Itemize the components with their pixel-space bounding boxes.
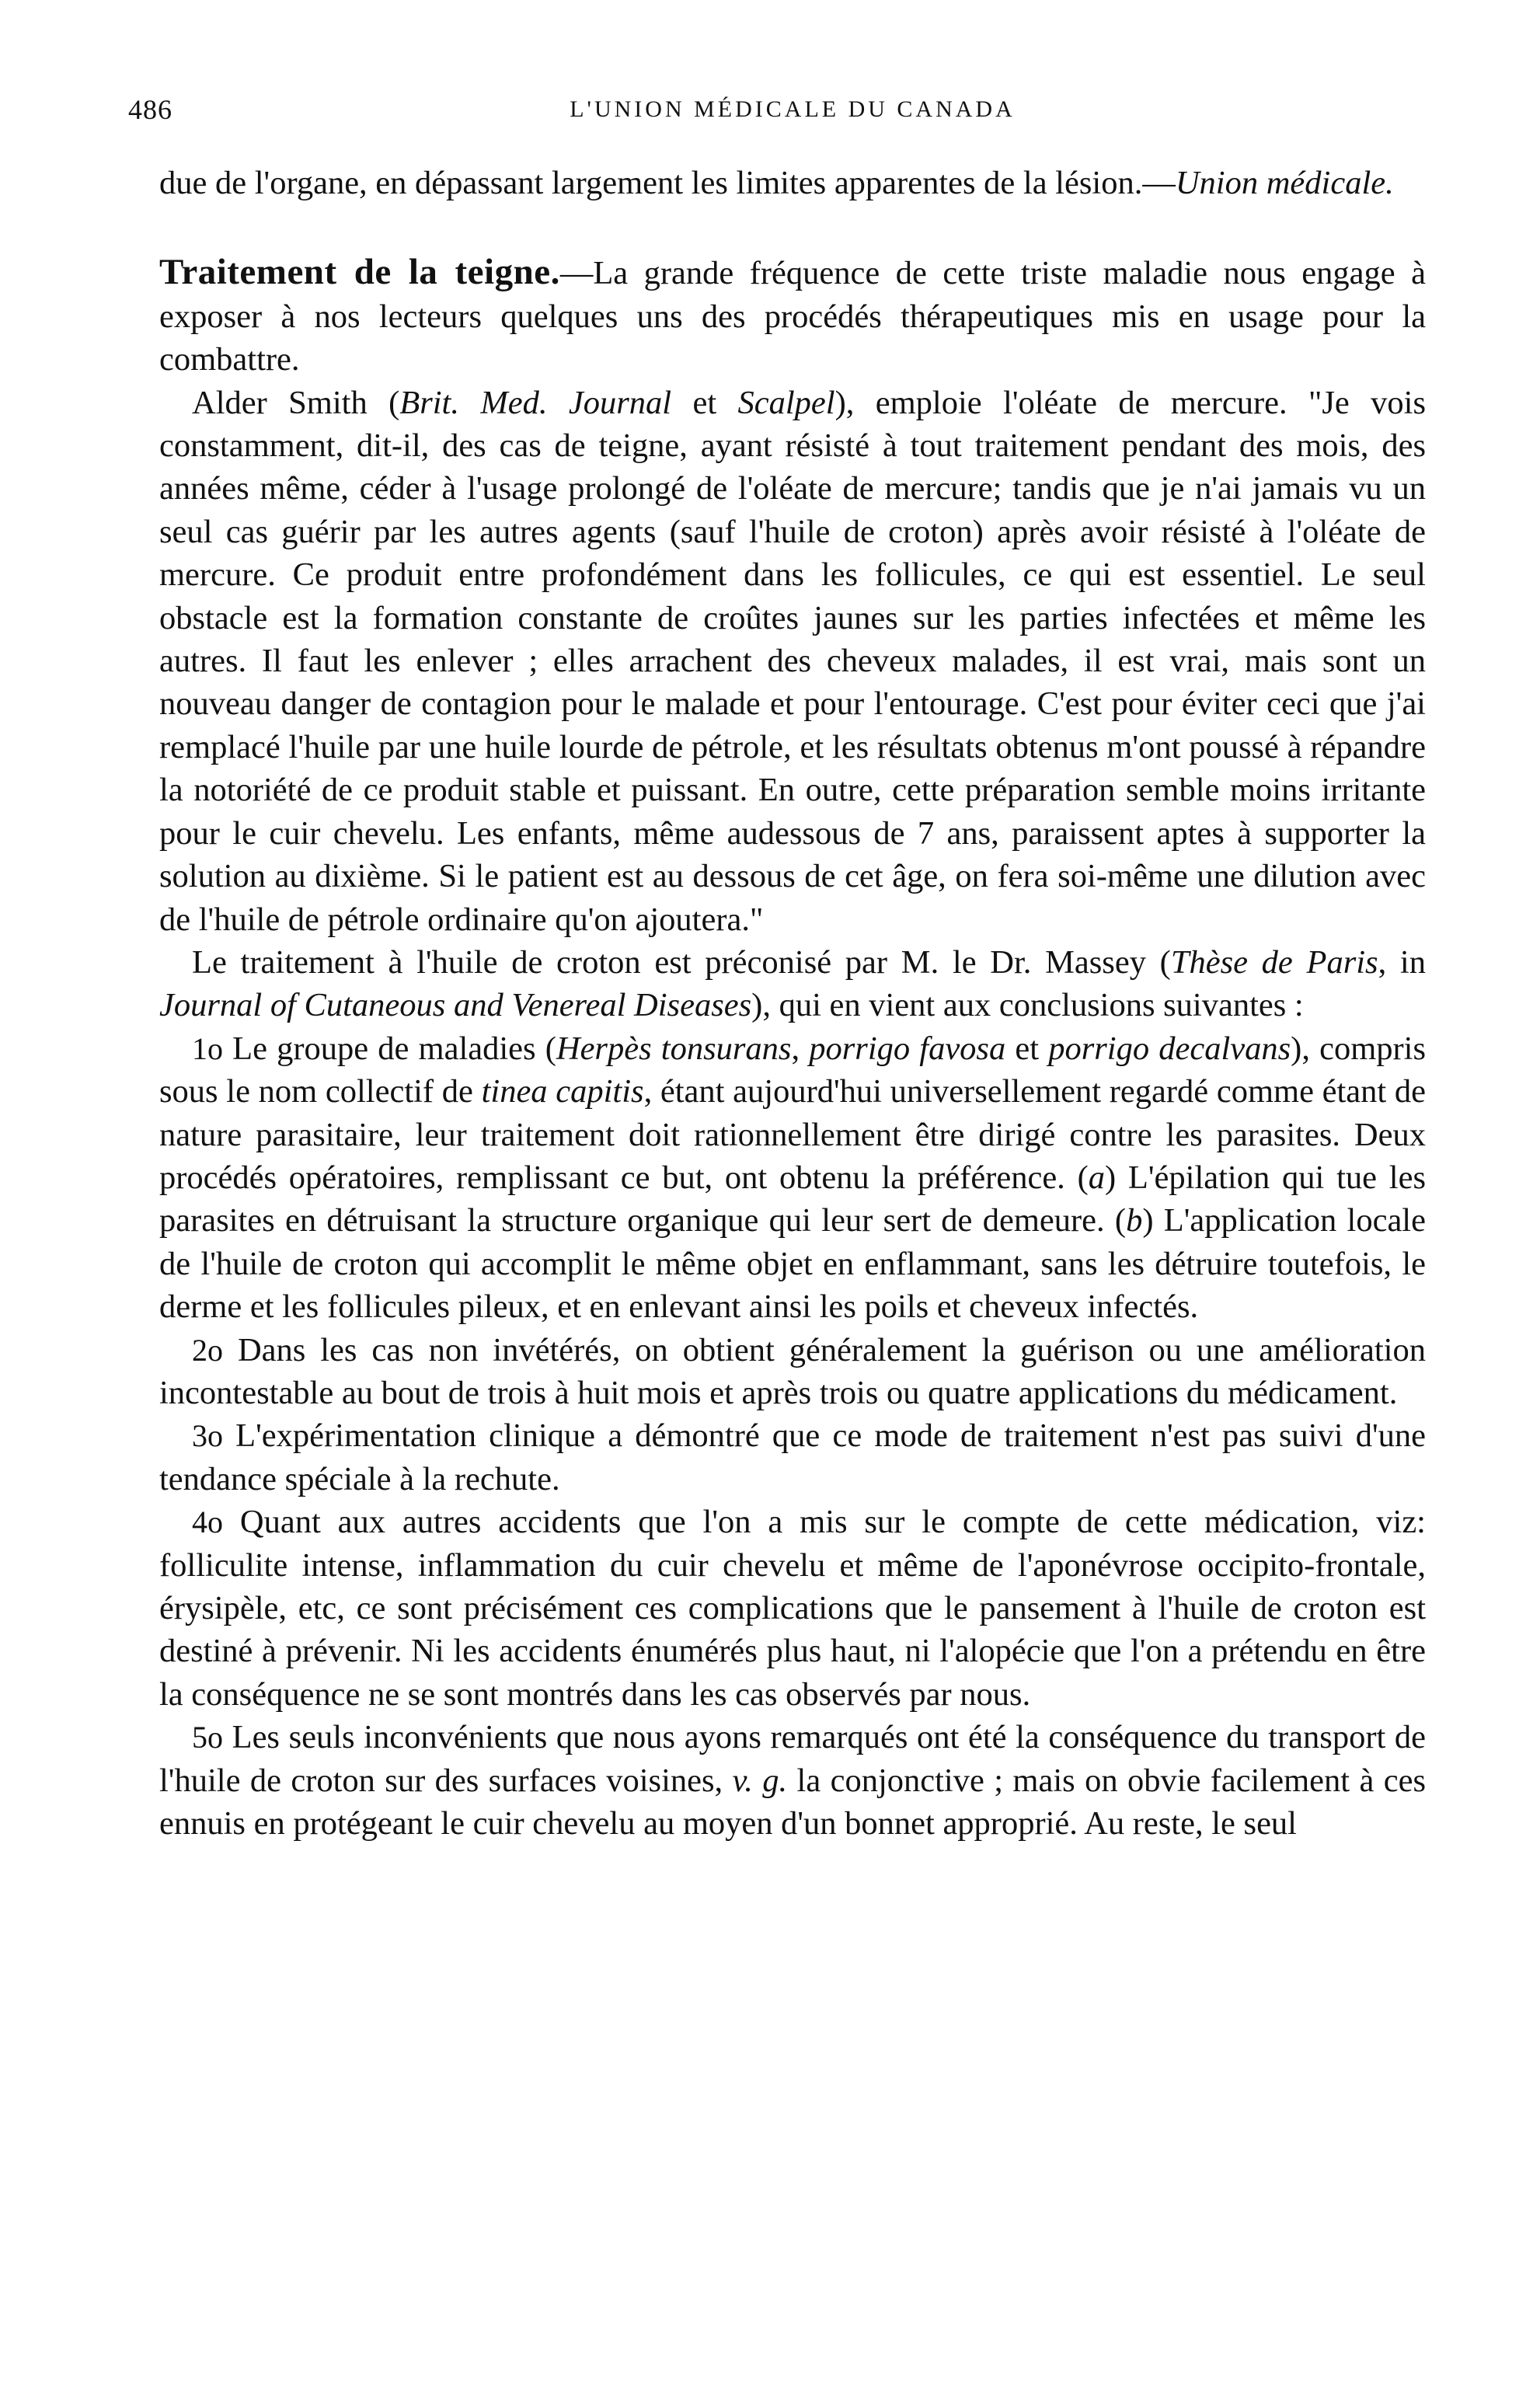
citation: Scalpel: [737, 384, 835, 421]
paragraph-text: et: [1005, 1030, 1049, 1067]
running-header: [128, 93, 1426, 140]
disease-term: tinea capitis: [481, 1073, 644, 1110]
paragraph-text: ) L'épilation qui tue les parasites en détruisant la structure organique qui leur sert de demeure. (: [159, 1159, 1426, 1239]
journal-title: L'UNION MÉDICALE DU CANADA: [570, 96, 1016, 122]
abbreviation: v. g.: [732, 1762, 788, 1799]
conclusion-number: 4o: [192, 1504, 223, 1540]
enumeration-mark: b: [1126, 1202, 1143, 1239]
conclusion-4: [159, 1501, 1426, 1716]
paragraph-text: Dans les cas non invétérés, on obtient généralement la guérison ou une amélioration incontestable au bout de trois à huit mois et après trois ou quatre applications du médicament.: [159, 1331, 1426, 1411]
paragraph-text: la conjonctive ; mais on obvie facilement à ces ennuis en protégeant le cuir chevelu au moyen d'un bonnet approprié. Au reste, le seul: [159, 1762, 1426, 1842]
intro-paragraph: [159, 162, 1426, 204]
paragraph-text: Le groupe de maladies (: [223, 1030, 556, 1067]
intro-source: Union médicale.: [1175, 165, 1394, 201]
body-text: [159, 162, 1426, 1845]
conclusion-3: [159, 1414, 1426, 1501]
paragraph-text: Quant aux autres accidents que l'on a mis sur le compte de cette médication, viz: folliculite intense, inflammation du cuir chevelu et même de l'aponévrose occipito-frontale, érysipèle, etc, ce sont précisément ces complications que le pansement à l'huile de croton est destiné à prévenir. Ni les accidents énumérés plus haut, ni l'alopécie que l'on a prétendu en être la conséquence ne se sont montrés dans les cas observés par nous.: [159, 1504, 1426, 1713]
citation: Thèse de Paris: [1170, 943, 1378, 981]
paragraph-text: , in: [1378, 943, 1426, 981]
citation: Journal of Cutaneous and Venereal Diseases: [159, 987, 752, 1024]
paragraph-text: ,: [791, 1030, 810, 1067]
citation: Brit. Med. Journal: [399, 384, 672, 421]
paragraph-text: ), compris sous le nom collectif de: [159, 1030, 1427, 1110]
page-number: 486: [128, 94, 172, 125]
disease-term: porrigo decalvans: [1048, 1030, 1291, 1067]
disease-term: porrigo favosa: [809, 1030, 1006, 1067]
intro-text: due de l'organe, en dépassant largement les limites apparentes de la lésion.—: [159, 165, 1176, 201]
paragraph-text: ), qui en vient aux conclusions suivantes :: [751, 987, 1304, 1024]
paragraph-text: et: [671, 384, 738, 421]
conclusion-5: [159, 1716, 1426, 1845]
article-lead-paragraph: [159, 251, 1426, 381]
paragraph-text: Les seuls inconvénients que nous ayons remarqués ont été la conséquence du transport de l'huile de croton sur des surfaces voisines,: [159, 1719, 1426, 1799]
paragraph-text: ), emploie l'oléate de mercure. "Je vois constamment, dit-il, des cas de teigne, ayant résisté à tout traitement pendant des mois, des années même, céder à l'usage prolongé de l'oléate de mercure; tandis que je n'ai jamais vu un seul cas guérir par les autres agents (sauf l'huile de croton) après avoir résisté à l'oléate de mercure. Ce produit entre profondément dans les follicules, ce qui est essentiel. Le seul obstacle est la formation constante de croûtes jaunes sur les parties infectées et même les autres. Il faut les enlever ; elles arrachent des cheveux malades, il est vrai, mais sont un nouveau danger de contagion pour le malade et pour l'entourage. C'est pour éviter ceci que j'ai remplacé l'huile par une huile lourde de pétrole, et les résultats obtenus m'ont poussé à répandre la notoriété de ce produit stable et puissant. En outre, cette préparation semble moins irritante pour le cuir chevelu. Les enfants, même audessous de 7 ans, paraissent aptes à supporter la solution au dixième. Si le patient est au dessous de cet âge, on fera soi-même une dilution avec de l'huile de pétrole ordinaire qu'on ajoutera.": [159, 384, 1426, 938]
alder-smith-paragraph: [159, 382, 1426, 941]
document-page: [128, 93, 1427, 1845]
conclusion-1: [159, 1027, 1426, 1329]
paragraph-text: Alder Smith (: [192, 384, 400, 421]
lead-text: —La grande fréquence de cette triste maladie nous engage à exposer à nos lecteurs quelques uns des procédés thérapeutiques mis en usage pour la combattre.: [159, 255, 1426, 378]
conclusion-2: [159, 1329, 1426, 1415]
conclusion-number: 5o: [192, 1720, 223, 1755]
conclusion-number: 2o: [192, 1332, 223, 1368]
conclusion-number: 3o: [192, 1418, 223, 1454]
paragraph-text: ) L'application locale de l'huile de croton qui accomplit le même objet en enflammant, sans les détruire toutefois, le derme et les follicules pileux, et en enlevant ainsi les poils et cheveux infectés.: [159, 1202, 1426, 1326]
enumeration-mark: a: [1088, 1159, 1105, 1196]
conclusion-number: 1o: [192, 1030, 223, 1066]
article-title: Traitement de la teigne.: [159, 252, 560, 293]
paragraph-text: Le traitement à l'huile de croton est préconisé par M. le Dr. Massey (: [192, 943, 1171, 981]
paragraph-text: L'expérimentation clinique a démontré que ce mode de traitement n'est pas suivi d'une tendance spéciale à la rechute.: [159, 1417, 1426, 1497]
paragraph-text: , étant aujourd'hui universellement regardé comme étant de nature parasitaire, leur traitement doit rationnellement être dirigé contre les parasites. Deux procédés opératoires, remplissant ce but, ont obtenu la préférence. (: [159, 1073, 1427, 1196]
disease-term: Herpès tonsurans: [556, 1030, 792, 1067]
massey-paragraph: [159, 941, 1426, 1027]
section-gap: [159, 204, 1426, 251]
